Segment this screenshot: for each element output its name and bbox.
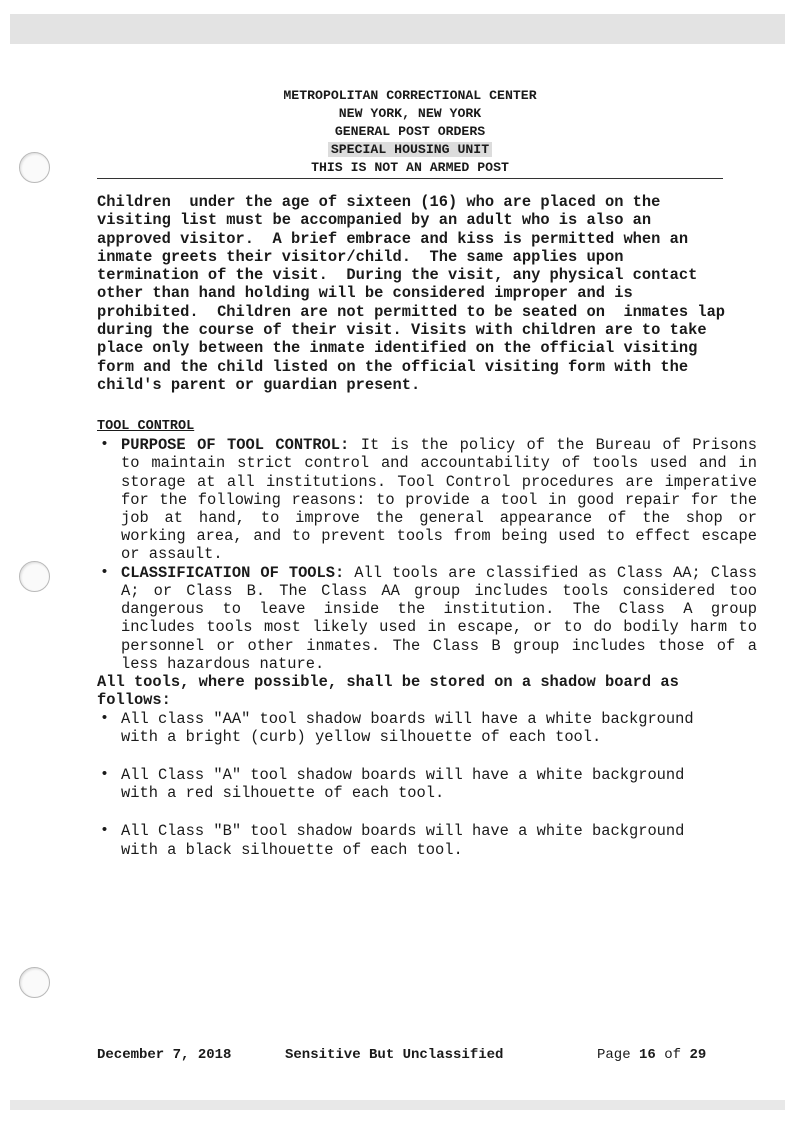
paragraph-line: inmate greets their visitor/child. The same applies upon xyxy=(97,247,624,266)
shadow-item-line: All class "AA" tool shadow boards will have a white background xyxy=(121,709,694,728)
shadow-board-intro: All tools, where possible, shall be stored on a shadow board as follows: xyxy=(97,672,679,710)
document-header xyxy=(97,87,723,177)
shadow-item-line: with a red silhouette of each tool. xyxy=(121,784,445,803)
bullet-dot-icon: • xyxy=(100,436,110,454)
header-line-location: NEW YORK, NEW YORK xyxy=(338,106,482,121)
paragraph-line: other than hand holding will be considered improper and is xyxy=(97,284,633,303)
footer-page-current: 16 xyxy=(639,1047,656,1063)
paragraph-line: prohibited. Children are not permitted to be seated on inmates lap xyxy=(97,302,726,321)
purpose-lead: PURPOSE OF TOOL CONTROL: xyxy=(121,436,350,455)
children-visiting-paragraph xyxy=(97,193,757,394)
header-line-armed-status: THIS IS NOT AN ARMED POST xyxy=(311,160,509,175)
punch-hole xyxy=(19,967,50,998)
header-divider xyxy=(97,178,723,179)
scan-band-top xyxy=(10,14,785,44)
header-line-unit: SPECIAL HOUSING UNIT xyxy=(328,142,492,157)
footer-classification: Sensitive But Unclassified xyxy=(285,1047,504,1063)
shadow-item-class-aa xyxy=(97,710,757,746)
paragraph-line: child's parent or guardian present. xyxy=(97,375,421,394)
bullet-dot-icon: • xyxy=(100,765,110,783)
punch-hole xyxy=(19,561,50,592)
shadow-item-class-b xyxy=(97,822,757,858)
shadow-item-line: with a black silhouette of each tool. xyxy=(121,840,463,859)
scan-band-bottom xyxy=(10,1100,785,1110)
classification-lead: CLASSIFICATION OF TOOLS: xyxy=(121,563,345,582)
paragraph-line: place only between the inmate identified on the official visiting xyxy=(97,339,698,358)
shadow-item-line: with a bright (curb) yellow silhouette of each tool. xyxy=(121,727,602,746)
paragraph-line: approved visitor. A brief embrace and kiss is permitted when an xyxy=(97,229,689,248)
paragraph-line: Children under the age of sixteen (16) who are placed on the xyxy=(97,193,661,211)
purpose-bullet xyxy=(97,436,757,563)
footer-page-total: 29 xyxy=(689,1047,707,1063)
page-body xyxy=(97,193,757,859)
footer-of-label: of xyxy=(664,1047,682,1063)
bullet-dot-icon: • xyxy=(100,709,110,727)
footer-date: December 7, 2018 xyxy=(97,1047,232,1063)
paragraph-line: termination of the visit. During the visit, any physical contact xyxy=(97,266,698,285)
shadow-item-class-a xyxy=(97,766,757,802)
header-line-institution: METROPOLITAN CORRECTIONAL CENTER xyxy=(283,88,537,103)
punch-hole xyxy=(19,152,50,183)
shadow-item-line: All Class "A" tool shadow boards will have a white background xyxy=(121,765,685,784)
purpose-body: It is the policy of the Bureau of Prisons to maintain strict control and accountability of tools used and in storage at all institutions. Tool Control procedures are imperative for the following reasons: to provide a tool in good repair for the job at hand, to improve the general appearance of the shop or working area, and to prevent tools from being used to effect escape or assault. xyxy=(121,436,757,564)
classification-bullet xyxy=(97,564,757,673)
classification-body: All tools are classified as Class AA; Class A; or Class B. The Class AA group includes tools considered too dangerous to leave inside the institution. The Class A group includes tools most likely used in escape, or to do bodily harm to personnel or other inmates. The Class B group includes those of a less hazardous nature. xyxy=(121,563,757,673)
paragraph-line: during the course of their visit. Visits with children are to take xyxy=(97,321,707,340)
section-title-tool-control: TOOL CONTROL xyxy=(97,419,195,435)
bullet-dot-icon: • xyxy=(100,822,110,840)
bullet-dot-icon: • xyxy=(100,563,110,581)
shadow-item-line: All Class "B" tool shadow boards will have a white background xyxy=(121,822,685,841)
header-line-orders: GENERAL POST ORDERS xyxy=(334,124,486,139)
paragraph-line: form and the child listed on the official visiting form with the xyxy=(97,357,689,376)
paragraph-line: visiting list must be accompanied by an adult who is also an xyxy=(97,211,652,230)
footer-page-label: Page xyxy=(597,1047,631,1063)
footer-page-number xyxy=(597,1046,706,1064)
